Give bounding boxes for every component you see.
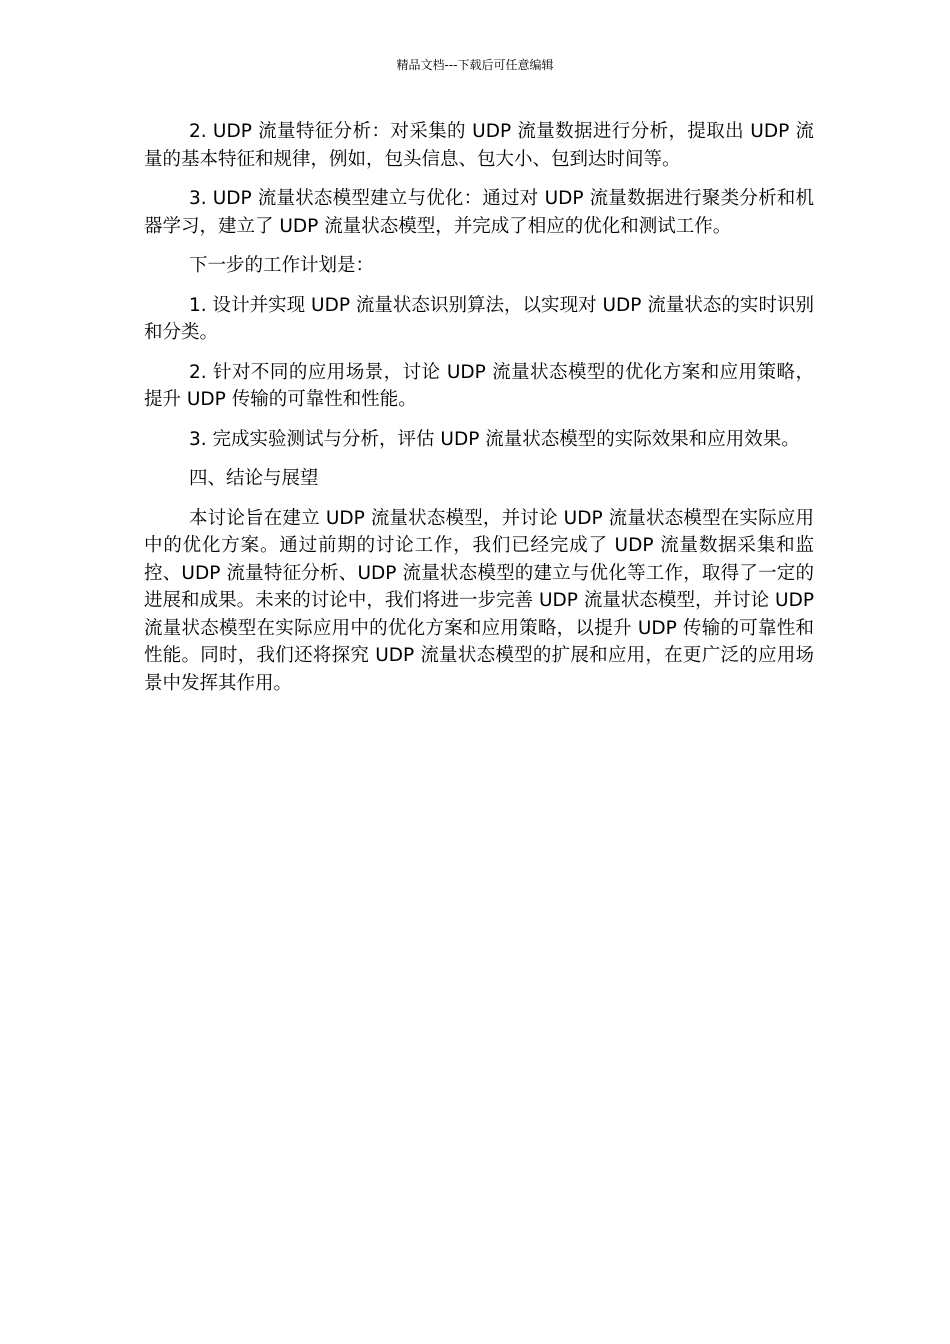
paragraph-next-plan-heading: 下一步的工作计划是： xyxy=(189,255,375,276)
paragraph-udp-model-building: 3. UDP 流量状态模型建立与优化：通过对 UDP 流量数据进行聚类分析和机器学习，建立了 UDP 流量状态模型，并完成了相应的优化和测试工作。 xyxy=(144,188,814,237)
paragraph-plan-item-3: 3. 完成实验测试与分析，评估 UDP 流量状态模型的实际效果和应用效果。 xyxy=(189,428,800,450)
section-heading-conclusion: 四、结论与展望 xyxy=(189,468,319,489)
paragraph-plan-item-2: 2. 针对不同的应用场景，讨论 UDP 流量状态模型的优化方案和应用策略，提升 UDP 传输的可靠性和性能。 xyxy=(144,361,814,410)
paragraph-plan-item-1: 1. 设计并实现 UDP 流量状态识别算法，以实现对 UDP 流量状态的实时识别和分类。 xyxy=(144,294,814,343)
paragraph-conclusion-body: 本讨论旨在建立 UDP 流量状态模型，并讨论 UDP 流量状态模型在实际应用中的优化方案。通过前期的讨论工作，我们已经完成了 UDP 流量数据采集和监控、UDP 流量特征分析、UDP 流量状态模型的建立与优化等工作，取得了一定的进展和成果。未来的讨论中，我们将进一步完善 UDP 流量状态模型，并讨论 UDP 流量状态模型在实际应用中的优化方案和应用策略，以提升 UDP 传输的可靠性和性能。同时，我们还将探究 UDP 流量状态模型的扩展和应用，在更广泛的应用场景中发挥其作用。 xyxy=(144,507,814,694)
paragraph-udp-feature-analysis: 2. UDP 流量特征分析：对采集的 UDP 流量数据进行分析，提取出 UDP 流量的基本特征和规律，例如，包头信息、包大小、包到达时间等。 xyxy=(144,121,814,170)
document-body xyxy=(144,118,814,697)
page-header-watermark: 精品文档---下载后可任意编辑 xyxy=(396,58,554,72)
